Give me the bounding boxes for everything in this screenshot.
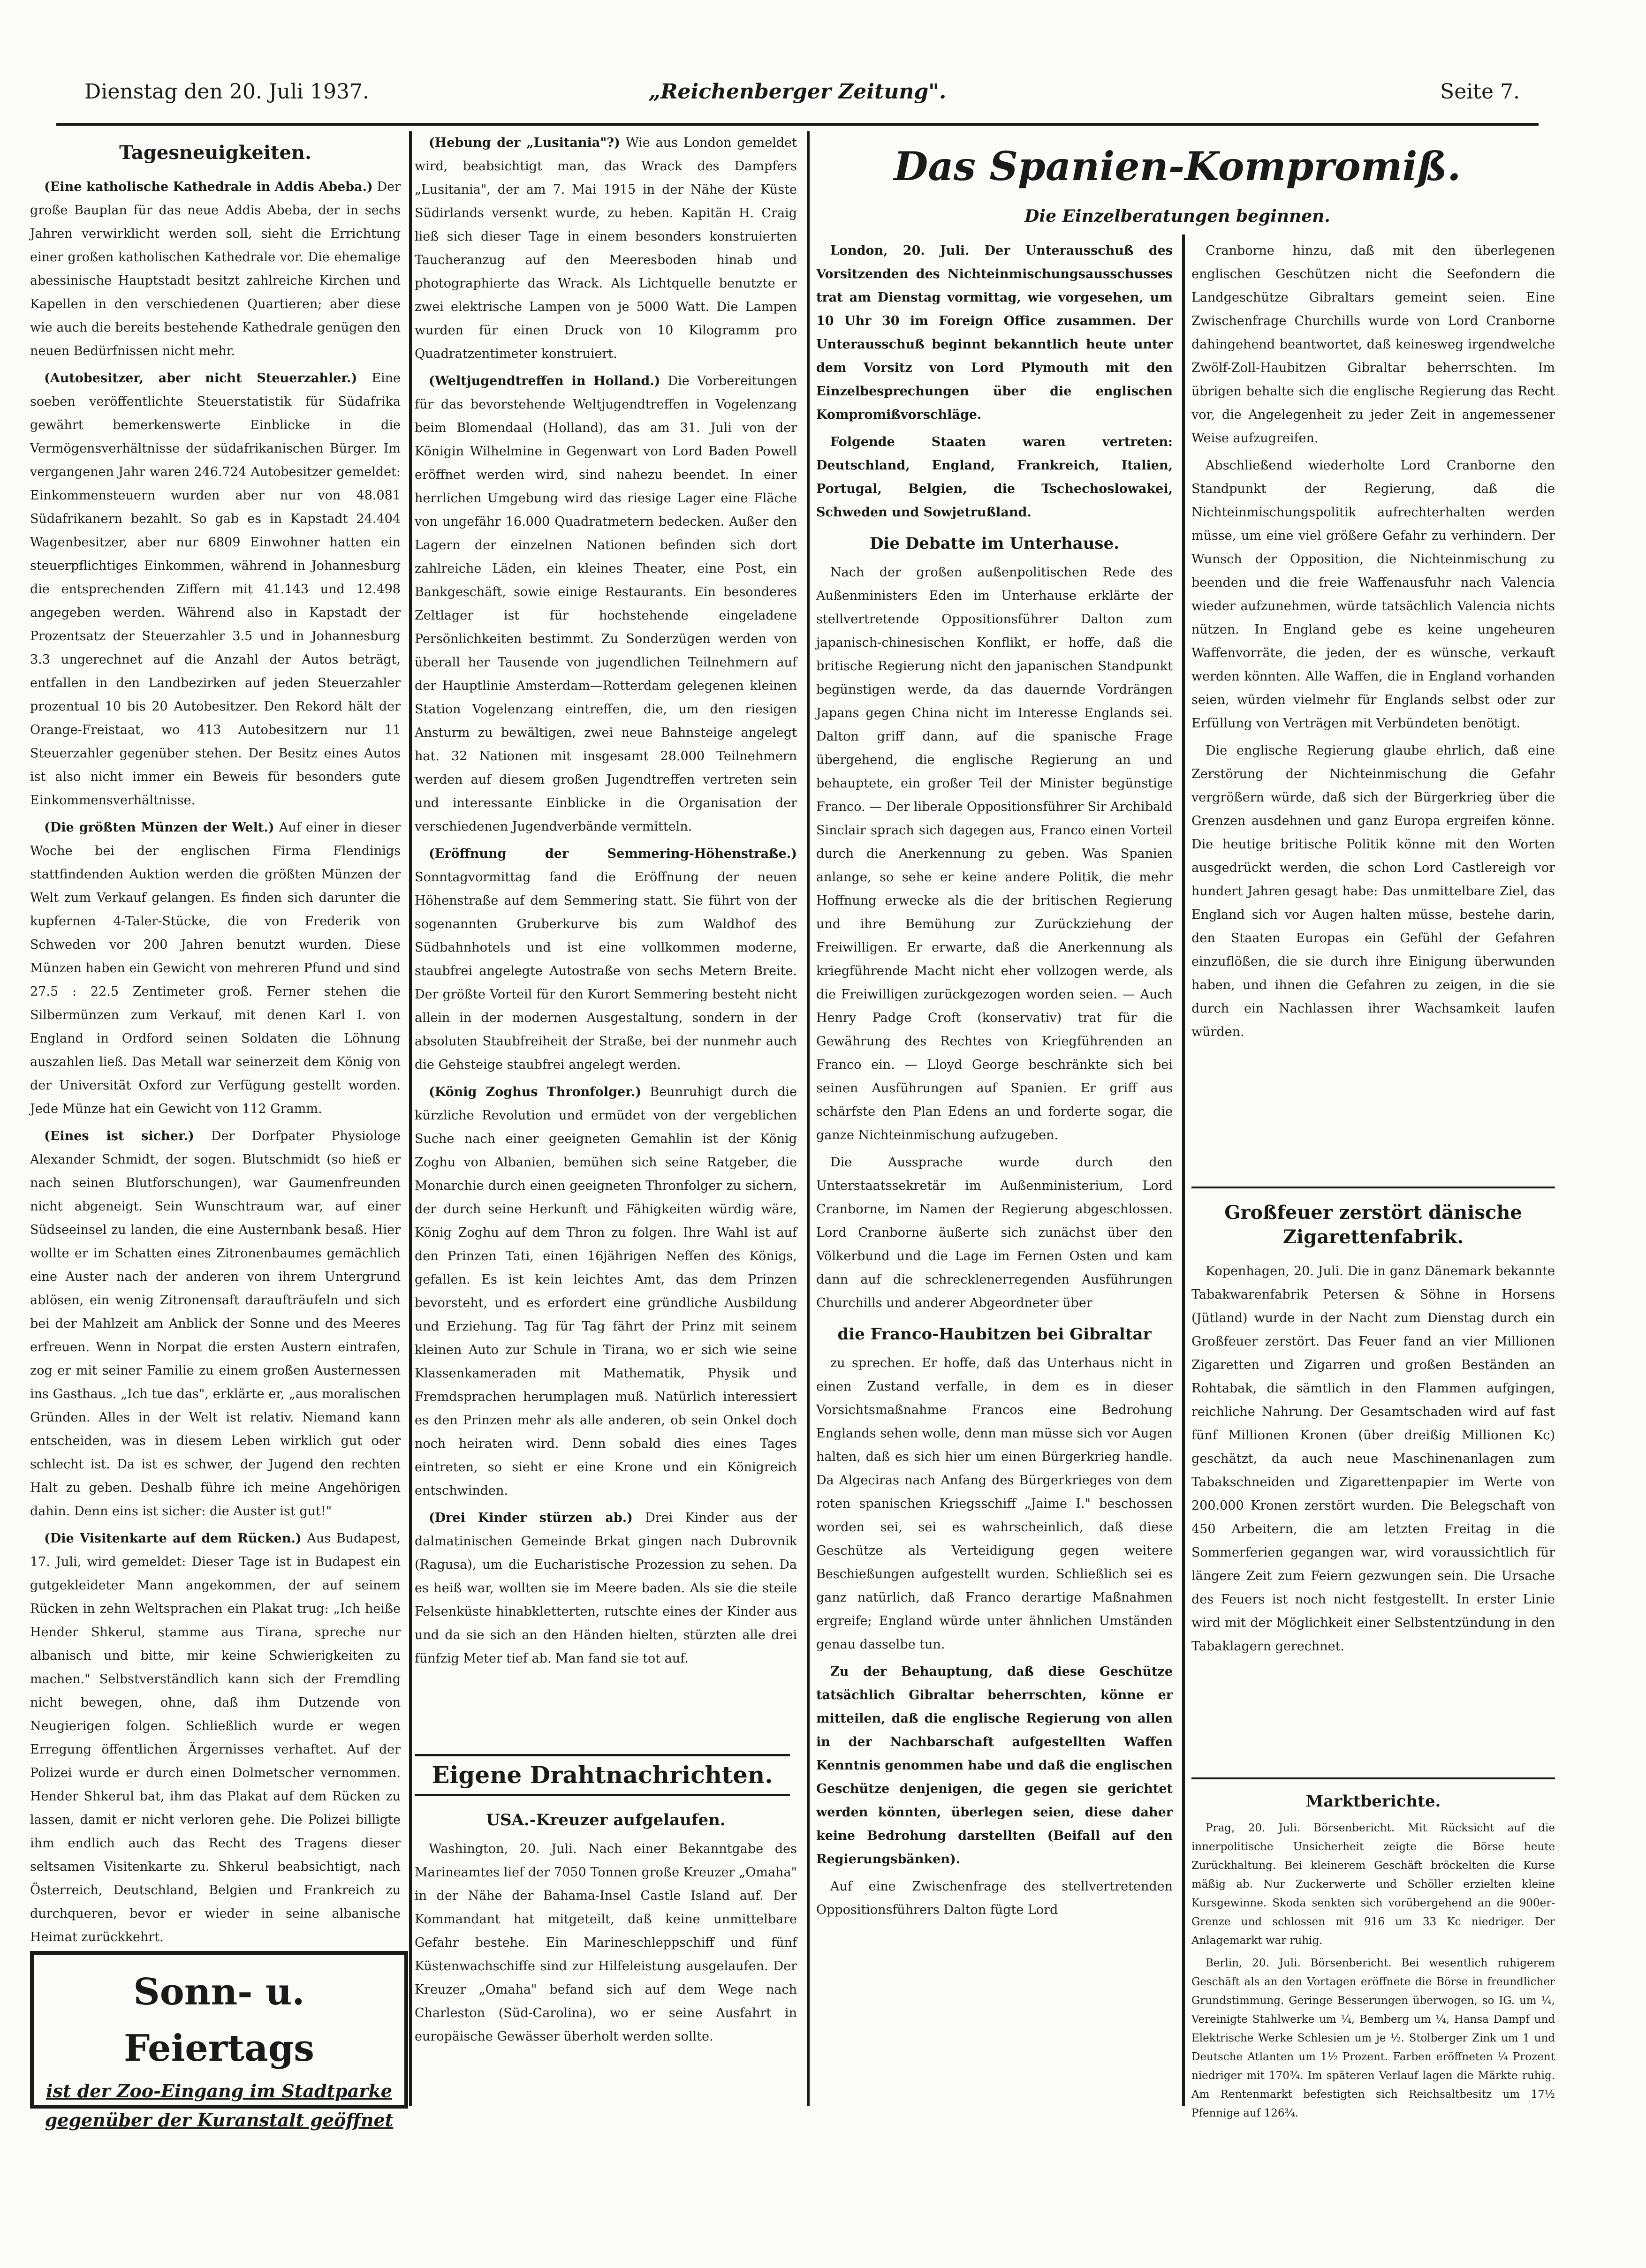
article-paragraph: Die Aussprache wurde durch den Unterstaatssekretär im Außenministerium, Lord Cranborne, im Namen der Regierung abgeschlossen. Lord Cranborne äußerte sich zunächst über den Völkerbund und die Lage im Fernen Osten und kam dann auf die schrecklenerregenden Ausführungen Churchills und anderer Abgeordneter über <box>816 1155 1173 1310</box>
market-report: Berlin, 20. Juli. Börsenbericht. Bei wesentlich ruhigerem Geschäft als an den Vortagen eröffnete die Börse in freundlicher Grundstimmung. Geringe Besserungen überwogen, so IG. um ¼, Vereinigte Stahlwerke um ¼, Bemberg um ¼, Hansa Dampf und Elektrische Werke Schlesien um je ½. Stolberger Zink um 1 und Deutsche Atlanten um 1½ Prozent. Farben eröffneten ¼ Prozent niedriger mit 170¾. Im späteren Verlauf lagen die Märkte ruhig. Am Rentenmarkt befestigten sich Reichsaltbesitz um 17½ Pfennige auf 126¾. <box>1191 1957 1555 2119</box>
newspaper-name: „Reichenberger Zeitung". <box>648 80 947 104</box>
news-item: (König Zoghus Thronfolger.) Beunruhigt durch die kürzliche Revolution und ermüdet von der vergeblichen Suche nach einer geeigneten Gemahlin ist der König Zoghu von Albanien, bemühen sich seine Ratgeber, die Monarchie durch einen geeigneten Thronfolger zu sichern, der durch seine Herkunft und Fähigkeiten würdig wäre, König Zoghu auf dem Thron zu folgen. Ihre Wahl ist auf den Prinzen Tati, einen 16jährigen Neffen des Königs, gefallen. Es ist kein leichtes Amt, das dem Prinzen bevorsteht, und es erfordert eine gründliche Ausbildung und Erziehung. Tag für Tag fährt der Prinz mit seinem kleinen Auto zur Schule in Tirana, wo er sich wie seine Klassenkameraden mit Mathematik, Physik und Fremdsprachen herumplagen muß. Natürlich interessiert es den Prinzen mehr als alle anderen, ob sein Onkel doch noch heiraten wird. Denn sobald dies eines Tages eintreten, so sieht er eine Krone und ein Königreich entschwinden. <box>415 1085 797 1498</box>
column-spanien-continued <box>1191 239 1555 1182</box>
article-text: Kopenhagen, 20. Juli. Die in ganz Dänemark bekannte Tabakwarenfabrik Petersen & Söhne in Horsens (Jütland) wurde in der Nacht zum Dienstag durch ein Großfeuer zerstört. Das Feuer fand an vier Millionen Zigaretten und Zigarren und großen Beständen an Rohtabak, die sämtlich in den Flammen aufgingen, reichliche Nahrung. Der Gesamtschaden wird auf fast fünf Millionen Kronen (über dreißig Millionen Kc) geschätzt, da auch neue Maschinenanlagen zum Tabakschneiden und Zigarettenpapier im Werte von 200.000 Kronen zerstört wurden. Die Belegschaft von 450 Arbeitern, die am letzten Freitag in die Sommerferien gegangen war, wird voraussichtlich für längere Zeit zum Feiern gezwungen sein. Die Ursache des Feuers ist noch nicht festgestellt. In erster Linie wird mit der Möglichkeit einer Selbstentzündung in den Tabaklagern gerechnet. <box>1191 1264 1555 1654</box>
article-paragraph: Cranborne hinzu, daß mit den überlegenen englischen Geschützen nicht die Seefondern die Landgeschütze Gibraltars gemeint seien. Eine Zwischenfrage Churchills wurde von Lord Cranborne dahingehend beantwortet, daß keinesweg irgendwelche Zwölf-Zoll-Haubitzen Gibraltar beherrschten. Im übrigen behalte sich die englische Regierung das Recht vor, die Angelegenheit zu jeder Zeit in angemessener Weise aufzugreifen. <box>1191 243 1555 446</box>
news-item: (Weltjugendtreffen in Holland.) Die Vorbereitungen für das bevorstehende Weltjugendtreffen in Vogelenzang beim Blomendaal (Holland), das am 31. Juli von der Königin Wilhelmine in Gegenwart von Lord Baden Powell eröffnet werden wird, sind nahezu beendet. In einer herrlichen Umgebung wird das riesige Lager eine Fläche von ungefähr 16.000 Quadratmetern bedecken. Außer den Lagern der einzelnen Nationen befinden sich dort zahlreiche Läden, ein kleines Theater, eine Post, ein Bankgeschäft, sowie einige Restaurants. Ein besonderes Zeltlager ist für hochstehende eingeladene Persönlichkeiten bestimmt. Zu Sonderzügen werden von überall her Tausende von jugendlichen Teilnehmern auf der Hauptlinie Amsterdam—Rotterdam gelegenen kleinen Station Vogelenzang eintreffen, die, um den riesigen Ansturm zu bewältigen, zwei neue Bahnsteige angelegt hat. 32 Nationen mit insgesamt 28.000 Teilnehmern werden auf diesem großen Jugendtreffen vertreten sein und interessante Einblicke in die Organisation der verschiedenen Jugendverbände vermitteln. <box>415 374 797 834</box>
column-marktberichte <box>1191 1782 1555 2119</box>
article-heading: Großfeuer zerstört dänische Zigarettenfabrik. <box>1224 1202 1522 1248</box>
article-paragraph: Die englische Regierung glaube ehrlich, daß eine Zerstörung der Nichteinmischung die Gefahr vergrößern würde, daß sich der Bürgerkrieg über die Grenzen ausdehnen und ganz Europa ergreifen könne. Die heutige britische Politik könne mit den Worten ausgedrückt werden, die schon Lord Castlereigh vor hundert Jahren gesagt habe: Das unmittelbare Ziel, das England sich vor Augen halten müsse, bestehe darin, den Staaten Europas ein Gefühl der Gefahren einzuflößen, die sie durch ihre Einigung überwunden haben, und ihnen die Gefahren zu zeigen, in die sie durch ein Nachlassen ihrer Wachsamkeit laufen würden. <box>1191 743 1555 1039</box>
masthead-rule <box>56 123 1539 126</box>
article-paragraph: Folgende Staaten waren vertreten: Deutschland, England, Frankreich, Italien, Portugal, Belgien, die Tschechoslowakei, Schweden und Sowjetrußland. <box>816 435 1173 520</box>
column-drahtnachrichten <box>415 1801 797 2101</box>
masthead <box>56 70 1539 122</box>
news-item: (Die Visitenkarte auf dem Rücken.) Aus Budapest, 17. Juli, wird gemeldet: Dieser Tage ist in Budapest ein gutgekleideter Mann angekommen, der auf seinem Rücken in zehn Weltsprachen ein Plakat trug: „Ich heiße Hender Shkerul, stamme aus Tirana, spreche nur albanisch und bitte, mir keine Schwierigkeiten zu machen." Selbstverständlich kann sich der Fremdling nicht bewegen, ohne, daß ihm Dutzende von Neugierigen folgen. Schließlich wurde er wegen Erregung öffentlichen Ärgernisses verhaftet. Auf der Polizei wurde er durch einen Dolmetscher vernommen. Hender Shkerul bat, ihm das Plakat auf dem Rücken zu lassen, damit er nicht verloren gehe. Die Polizei billigte ihm endlich auch das Recht des Tragens dieser seltsamen Visitenkarte zu. Shkerul beabsichtigt, nach Österreich, Deutschland, Belgien und Frankreich zu durchqueren, bevor er wieder in seine albanische Heimat zurückkehrt. <box>30 1531 401 1944</box>
column-rule-1 <box>409 131 412 2106</box>
news-item: (Drei Kinder stürzen ab.) Drei Kinder aus der dalmatinischen Gemeinde Brkat gingen nach Dubrovnik (Ragusa), um die Eucharistische Prozession zu sehen. Da es heiß war, wollten sie im Meere baden. Als sie die steile Felsenküste hinabkletterten, rutschte eines der Kinder aus und da sie sich an den Händen hielten, stürzten alle drei fünfzig Meter tief ab. Man fand sie tot auf. <box>415 1511 797 1666</box>
article-paragraph: Abschließend wiederholte Lord Cranborne den Standpunkt der Regierung, daß die Nichteinmischungspolitik aufrechterhalten werden müsse, um eine viel größere Gefahr zu verhindern. Der Wunsch der Opposition, die Nichteinmischung zu beenden und die freie Waffenausfuhr nach Valencia wieder aufzunehmen, würde tatsächlich Valencia nichts nützen. In England gebe es keine ungeheuren Waffenvorräte, die jeden, der es wünsche, verkauft werden könnten. Alle Waffen, die in England vorhanden seien, würden vielmehr für Englands selbst oder zur Erfüllung von Verträgen mit Verbündeten benötigt. <box>1191 458 1555 731</box>
article-text: Washington, 20. Juli. Nach einer Bekanntgabe des Marineamtes lief der 7050 Tonnen große Kreuzer „Omaha" in der Nähe der Bahama-Insel Castle Island auf. Der Kommandant hat mitgeteilt, daß keine unmittelbare Gefahr bestehe. Ein Marineschleppschiff und fünf Küstenwachschiffe sind zur Hilfeleistung ausgelaufen. Der Kreuzer „Omaha" befand sich auf dem Wege nach Charleston (Süd-Carolina), wo er seine Ausfahrt in europäische Gewässer überholt werden sollte. <box>415 1842 797 2044</box>
article-paragraph: London, 20. Juli. Der Unterausschuß des Vorsitzenden des Nichteinmischungsausschusses trat am Dienstag vormittag, wie vorgesehen, um 10 Uhr 30 im Foreign Office zusammen. Der Unterausschuß beginnt bekanntlich heute unter dem Vorsitz von Lord Plymouth mit den Einzelbesprechungen über die englischen Kompromißvorschläge. <box>816 243 1173 422</box>
ad-line-1: ist der Zoo-Eingang im Stadtparke <box>46 2080 392 2102</box>
advertisement-box <box>30 1951 408 2131</box>
main-headline: Das Spanien-Kompromiß. <box>894 143 1461 189</box>
article-separator <box>1191 1777 1555 1779</box>
debate-heading: Die Debatte im Unterhause. <box>869 534 1120 553</box>
main-subheadline: Die Einzelberatungen beginnen. <box>1024 206 1330 226</box>
drahtnachrichten-heading: Eigene Drahtnachrichten. <box>415 1754 790 1796</box>
ad-line-2: gegenüber der Kuranstalt geöffnet <box>45 2109 394 2131</box>
market-report: Prag, 20. Juli. Börsenbericht. Mit Rücksicht auf die innerpolitische Unsicherheit zeigte die Börse heute Zurückhaltung. Bei kleinerem Geschäft bröckelten die Kurse mäßig ab. Nur Zuckerwerte und Schöller erzielten kleine Kursgewinne. Skoda senkten sich vorübergehend an die 900er-Grenze und schlossen mit 916 um 33 Kc niedriger. Der Anlagemarkt war ruhig. <box>1191 1822 1555 1947</box>
page-number: Seite 7. <box>1440 80 1520 104</box>
article-paragraph: Auf eine Zwischenfrage des stellvertretenden Oppositionsführers Dalton fügte Lord <box>816 1879 1173 1917</box>
news-item: (Autobesitzer, aber nicht Steuerzahler.) Eine soeben veröffentlichte Steuerstatistik für Südafrika gewährt bemerkenswerte Einblicke in die Vermögensverhältnisse der südafrikanischen Bürger. Im vergangenen Jahr waren 246.724 Autobesitzer gemeldet: Einkommensteuern wurden aber nur von 48.081 Südafrikanern bezahlt. So gab es in Kapstadt 24.404 Wagenbesitzer, aber nur 6809 Einwohner hatten ein steuerpflichtiges Einkommen, während in Johannesburg die entsprechenden Ziffern mit 41.143 und 12.498 angegeben werden. Während also in Kapstadt der Prozentsatz der Steuerzahler 3.5 und in Johannesburg 3.3 ungerechnet auf die Anzahl der Autos beträgt, entfallen in den Landbezirken auf jeden Steuerzahler prozentual 10 bis 20 Autobesitzer. Den Rekord hält der Orange-Freistaat, wo 413 Autobesitzern nur 11 Steuerzahler gegenüber stehen. Der Besitz eines Autos ist also nicht immer ein Beweis für besonders gute Einkommensverhältnisse. <box>30 371 401 808</box>
section-heading: Tagesneuigkeiten. <box>119 142 311 164</box>
column-rule-3 <box>1182 234 1185 2106</box>
news-item: (Eines ist sicher.) Der Dorfpater Physiologe Alexander Schmidt, der sogen. Blutschmidt (so hieß er nach seinen Blutforschungen), war Gaumenfreunden nicht abgeneigt. Sein Wunschtraum war, auf einer Südseeinsel zu landen, die eine Austernbank besaß. Hier wollte er im Schatten eines Zitronenbaumes gemächlich eine Auster nach der anderen von ihrem Untergrund ablösen, ein wenig Zitronensaft daraufträufeln und sich bei der Mahlzeit am Anblick der Sonne und des Meeres erfreuen. Wenn in Norpat die ersten Austern eintrafen, zog er mit seiner Familie zu einem großen Austernessen ins Gasthaus. „Ich tue das", erklärte er, „aus moralischen Gründen. Alles in der Welt ist relativ. Niemand kann entscheiden, was in diesem Leben wirklich gut oder schlecht ist. Da ist es schwer, der Jugend den rechten Halt zu geben. Deshalb führe ich meine Angehörigen dahin. Denn eins ist sicher: die Auster ist gut!" <box>30 1129 401 1519</box>
article-paragraph: zu sprechen. Er hoffe, daß das Unterhaus nicht in einen Zustand verfalle, in dem es in dieser Vorsichtsmaßnahme Francos eine Bedrohung Englands sehen wolle, denn man müsse sich vor Augen halten, daß es sich hier um einen Bürgerkrieg handle. Da Algeciras nach Anfang des Bürgerkrieges von dem roten spanischen Kriegsschiff „Jaime I." beschossen worden sei, sei es wahrscheinlich, daß diese Geschütze als Verteidigung gegen weitere Beschießungen aufgestellt wurden. Schließlich sei es ganz natürlich, daß Franco derartige Maßnahmen ergreife; England würde unter ähnlichen Umständen genau dasselbe tun. <box>816 1356 1173 1652</box>
column-rule-2 <box>807 131 810 2106</box>
article-heading: USA.-Kreuzer aufgelaufen. <box>486 1811 726 1830</box>
section-heading: Marktberichte. <box>1305 1792 1441 1811</box>
issue-date: Dienstag den 20. Juli 1937. <box>84 80 369 104</box>
column-news-2 <box>415 131 797 1740</box>
news-item: (Die größten Münzen der Welt.) Auf einer in dieser Woche bei der englischen Firma Flendinigs stattfindenden Auktion werden die größten Münzen der Welt zum Verkauf gelangen. Es finden sich darunter die kupfernen 4-Taler-Stücke, die von Frederik von Schweden vor 200 Jahren benutzt wurden. Diese Münzen haben ein Gewicht von mehreren Pfund und sind 27.5 : 22.5 Zentimeter groß. Ferner stehen die Silbermünzen zum Verkauf, mit denen Karl I. von England in Ordford seinen Soldaten die Löhnung auszahlen ließ. Das Metall war seinerzeit dem König von der Universität Oxford zur Verfügung gestellt worden. Jede Münze hat ein Gewicht von 112 Gramm. <box>30 820 401 1116</box>
article-separator <box>1191 1187 1555 1188</box>
news-item: (Eine katholische Kathedrale in Addis Abeba.) Der große Bauplan für das neue Addis Abeba, der in sechs Jahren verwirklicht werden soll, sieht die Errichtung einer großen katholischen Kathedrale vor. Die ehemalige abessinische Hauptstadt besitzt zahlreiche Kirchen und Kapellen in den verschiedenen Quartieren; aber diese wie auch die bereits bestehende Kathedrale genügen den neuen Bedürfnissen nicht mehr. <box>30 180 401 358</box>
ad-title: Sonn- u. Feiertags <box>123 1971 315 2070</box>
column-spanien-article <box>816 239 1173 2106</box>
subheading-haubitzen: die Franco-Haubitzen bei Gibraltar <box>837 1325 1152 1344</box>
news-item: (Hebung der „Lusitania"?) Wie aus London gemeldet wird, beabsichtigt man, das Wrack des Dampfers „Lusitania", der am 7. Mai 1915 in der Nähe der Küste Südirlands versenkt wurde, zu heben. Kapitän H. Craig ließ sich dieser Tage in einem besonders konstruierten Taucheranzug auf den Meeresboden hinab und photographierte das Wrack. Als Lichtquelle benutzte er zwei elektrische Lampen von je 5000 Watt. Die Lampen wurden für einen Druck von 10 Kilogramm pro Quadratzentimeter konstruiert. <box>415 136 797 361</box>
column-grossfeuer <box>1191 1196 1555 1773</box>
news-item: (Eröffnung der Semmering-Höhenstraße.) Sonntagvormittag fand die Eröffnung der neuen Höhenstraße auf dem Semmering statt. Sie führt von der sogenannten Gruberkurve bis zum Waldhof des Südbahnhotels und ist eine vollkommen moderne, staubfrei angelegte Autostraße von sechs Metern Breite. Der größte Vorteil für den Kurort Semmering besteht nicht allein in der modernen Ausgestaltung, sondern in der absoluten Staubfreiheit der Straße, bei der nunmehr auch die Gehsteige staubfrei angelegt werden. <box>415 847 797 1072</box>
article-paragraph: Nach der großen außenpolitischen Rede des Außenministers Eden im Unterhause erklärte der stellvertretende Oppositionsführer Dalton zum japanisch-chinesischen Konflikt, er hoffe, daß die britische Regierung nicht den japanischen Standpunkt begünstigen werde, da das dauernde Vordrängen Japans gegen China nicht im Interesse Englands sei. Dalton griff dann, auf die spanische Frage übergehend, die englische Regierung an und behauptete, ein großer Teil der Minister begünstige Franco. — Der liberale Oppositionsführer Sir Archibald Sinclair sprach sich dagegen aus, Franco einen Vorteil durch die Anerkennung zu geben. Was Spanien anlange, so sehe er keine andere Politik, die mehr Hoffnung erwecke als die der britischen Regierung und ihre Bemühung zur Zurückziehung der Freiwilligen. Er erwarte, daß die Anerkennung als kriegführende Macht nicht eher vollzogen werde, als die Freiwilligen zurückgezogen worden seien. — Auch Henry Padge Croft (konservativ) trat für die Gewährung des Rechtes von Kriegführenden an Franco ein. — Lloyd George beschränkte sich bei seinen Ausführungen auf Spanien. Er griff aus schärfste den Plan Edens an und forderte sogar, die ganze Nichteinmischung aufzugeben. <box>816 565 1173 1142</box>
column-tagesneuigkeiten <box>30 136 401 1942</box>
article-paragraph: Zu der Behauptung, daß diese Geschütze tatsächlich Gibraltar beherrschten, könne er mitteilen, daß die englische Regierung von allen in der Nachbarschaft aufgestellten Waffen Kenntnis genommen habe und daß die englischen Geschütze denjenigen, die gegen sie gerichtet werden könnten, überlegen seien, diese daher keine Bedrohung darstellten (Beifall auf den Regierungsbänken). <box>816 1664 1173 1867</box>
